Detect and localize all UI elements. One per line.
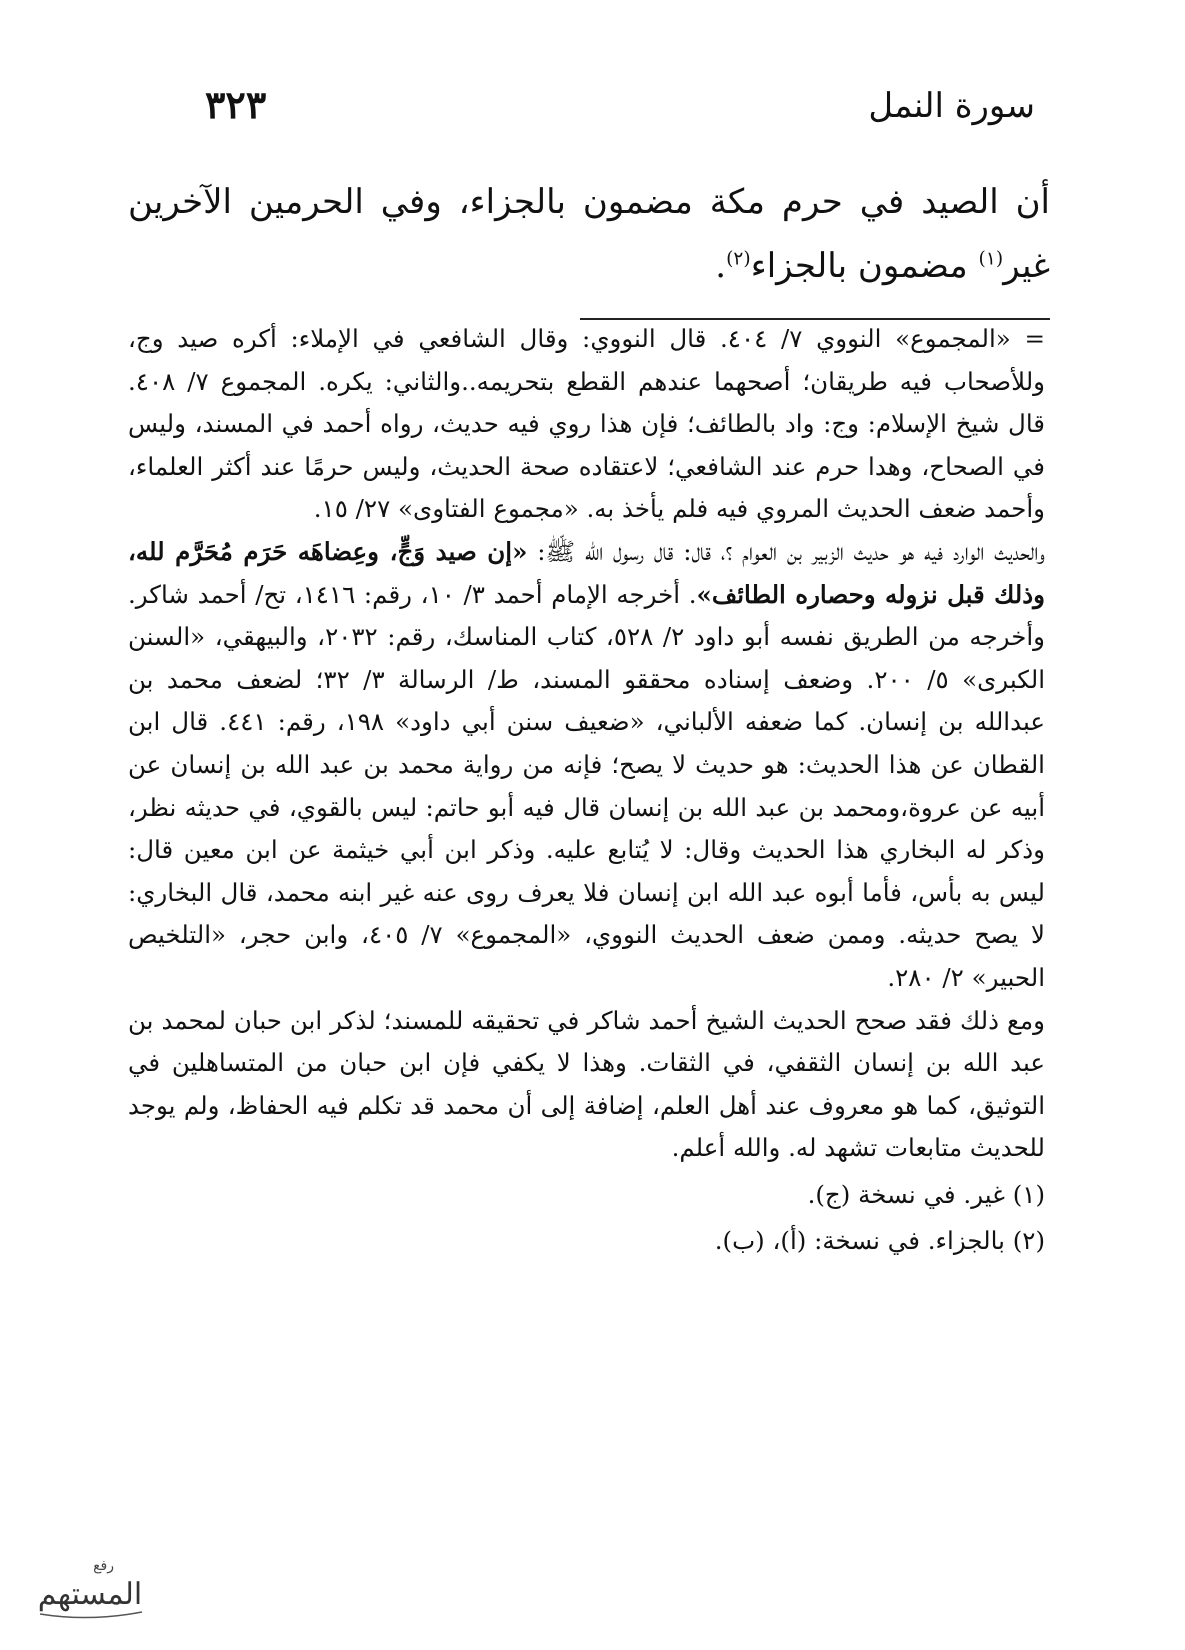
logo-flourish <box>40 1612 142 1618</box>
footnote-ref-2[interactable]: (٢) <box>726 248 751 270</box>
main-text-end: . <box>715 246 727 286</box>
note-paragraph-2 <box>128 531 1045 1000</box>
note-paragraph-1: = «المجموع» النووي ٧/ ٤٠٤. قال النووي: وقال الشافعي في الإملاء: أكره صيد وج، وللأصحاب فيه طريقان؛ أصحهما عندهم القطع بتحريمه..والثاني: يكره. المجموع ٧/ ٤٠٨. قال شيخ الإسلام: وج: واد بالطائف؛ فإن هذا روي فيه حديث، رواه أحمد في المسند، وليس في الصحاح، وهدا حرم عند الشافعي؛ لاعتقاده صحة الحديث، وليس حرمًا عند أكثر العلماء، وأحمد ضعف الحديث المروي فيه فلم يأخذ به. «مجموع الفتاوى» ٢٧/ ١٥. <box>128 324 1046 524</box>
footnotes <box>128 318 1045 1263</box>
note-paragraph-2-intro: والحديث الوارد فيه هو حديث الزبير بن العوام ؟، قال: قال رسول الله ﷺ: <box>527 536 1045 566</box>
main-text <box>128 170 1050 298</box>
note-paragraph-3: ومع ذلك فقد صحح الحديث الشيخ أحمد شاكر في تحقيقه للمسند؛ لذكر ابن حبان لمحمد بن عبد الله بن إنسان الثقفي، في الثقات. وهذا لا يكفي فإن ابن حبان من المتساهلين في التوثيق، كما هو معروف عند أهل العلم، إضافة إلى أن محمد قد تكلم فيه الحفاظ، ولم يوجد للحديث متابعات تشهد له. والله أعلم. <box>128 1005 1045 1163</box>
logo-text: المستهم <box>37 1577 143 1612</box>
note-paragraph-2-body: . أخرجه الإمام أحمد ٣/ ١٠، رقم: ١٤١٦، تح/ أحمد شاكر. وأخرجه من الطريق نفسه أبو داود ٢/ ٥٢٨، كتاب المناسك، رقم: ٢٠٣٢، والبيهقي، «السنن الكبرى» ٥/ ٢٠٠. وضعف إسناده محققو المسند، ط/ الرسالة ٣/ ٣٢؛ لضعف محمد بن عبدالله بن إنسان. كما ضعفه الألباني، «ضعيف سنن أبي داود» ١٩٨، رقم: ٤٤١. قال ابن القطان عن هذا الحديث: هو حديث لا يصح؛ فإنه من رواية محمد بن عبد الله بن إنسان عن أبيه عن عروة،ومحمد بن عبد الله بن إنسان قال فيه أبو حاتم: ليس بالقوي، في حديثه نظر، وذكر له البخاري هذا الحديث وقال: لا يُتابع عليه. وذكر ابن أبي خيثمة عن ابن معين قال: ليس به بأس، فأما أبوه عبد الله ابن إنسان فلا يعرف روى عنه غير ابنه محمد، قال البخاري: لا يصح حديثه. وممن ضعف الحديث النووي، «المجموع» ٧/ ٤٠٥، وابن حجر، «التلخيص الحبير» ٢/ ٢٨٠. <box>128 579 1046 992</box>
footnote-1: (١) غير. في نسخة (ج). <box>807 1179 1045 1209</box>
footnote-ref-1[interactable]: (١) <box>978 248 1004 270</box>
chapter-title: سورة النمل <box>868 86 1035 126</box>
hadith-text: «إن صيد وَجٍّ، وعِضاهَه حَرَم مُحَرَّم لله، وذلك قبل نزوله وحصاره الطائف» <box>128 536 1045 609</box>
page-header <box>205 82 1035 134</box>
publisher-logo <box>30 1552 150 1630</box>
page-number: ٣٢٣ <box>205 82 267 127</box>
footnote-2: (٢) بالجزاء. في نسخة: (أ)، (ب). <box>714 1226 1045 1256</box>
main-text-part-1: أن الصيد في حرم مكة مضمون بالجزاء، وفي الحرمين الآخرين غير <box>128 182 1050 286</box>
logo-small-text: رفع <box>93 1558 114 1574</box>
main-text-part-2: مضمون بالجزاء <box>750 246 968 286</box>
